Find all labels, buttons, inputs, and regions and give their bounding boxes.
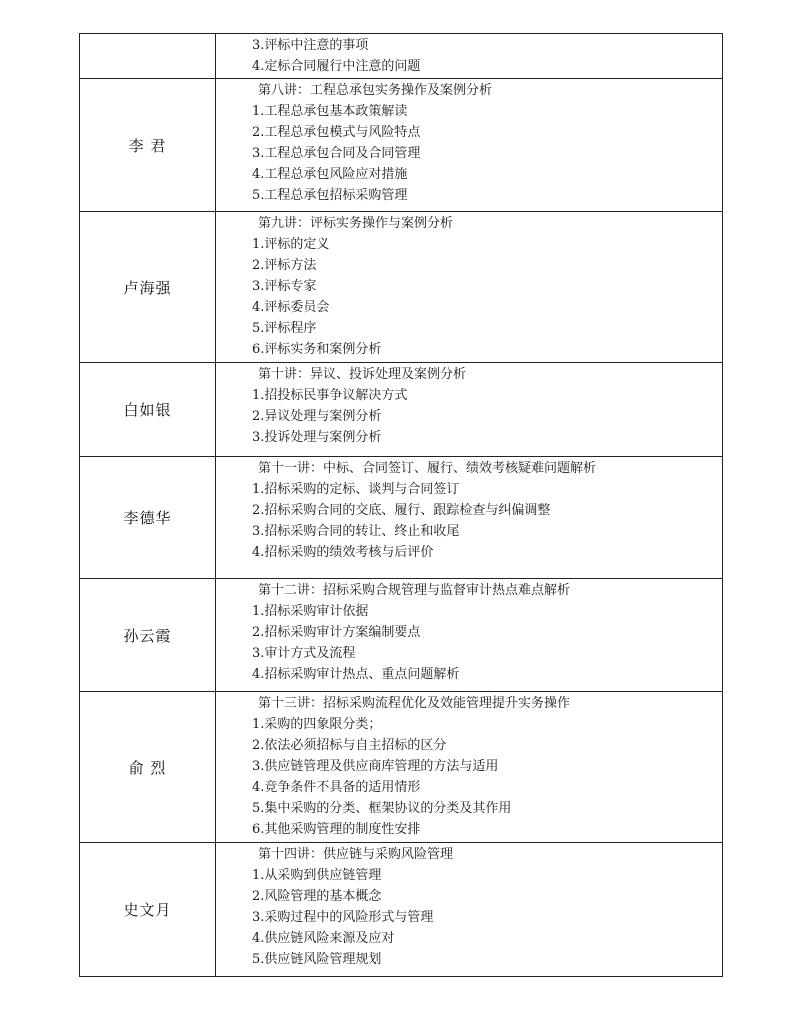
- lecture-content: [216, 79, 723, 212]
- lecture-title: 第十三讲：招标采购流程优化及效能管理提升实务操作: [258, 696, 571, 711]
- lecture-title: 第八讲：工程总承包实务操作及案例分析: [258, 83, 493, 98]
- lecture-content: [216, 212, 723, 363]
- lecture-topic-item: 1.招标采购的定标、谈判与合同签订: [252, 482, 460, 497]
- lecturer-name: 孙云霞: [80, 579, 216, 692]
- table-row: [80, 579, 723, 692]
- lecturer-name: 史文月: [80, 843, 216, 977]
- lecturer-name: 白如银: [80, 363, 216, 457]
- lecture-content-lines: [216, 457, 722, 564]
- lecture-topic-item: 1.采购的四象限分类；: [252, 717, 382, 732]
- lecture-content-lines: [216, 579, 722, 686]
- lecture-content-lines: [216, 79, 722, 207]
- lecture-topic-item: 1.招投标民事争议解决方式: [252, 388, 408, 403]
- lecture-topic-item: 2.依法必须招标与自主招标的区分: [252, 738, 447, 753]
- lecture-topic-item: 3.评标中注意的事项: [252, 38, 369, 53]
- lecture-title: 第十一讲：中标、合同签订、履行、绩效考核疑难问题解析: [258, 461, 597, 476]
- lecture-topic-item: 2.评标方法: [252, 258, 317, 273]
- lecture-title: 第十四讲：供应链与采购风险管理: [258, 847, 454, 862]
- table-row: [80, 212, 723, 363]
- lecture-topic-item: 3.投诉处理与案例分析: [252, 430, 382, 445]
- lecture-topic-item: 3.采购过程中的风险形式与管理: [252, 910, 434, 925]
- lecture-content-lines: [216, 363, 722, 449]
- lecture-topic-item: 2.招标采购审计方案编制要点: [252, 625, 421, 640]
- lecture-topic-item: 4.供应链风险来源及应对: [252, 931, 395, 946]
- lecture-topic-item: 2.工程总承包模式与风险特点: [252, 125, 421, 140]
- lecture-topic-item: 6.其他采购管理的制度性安排: [252, 822, 421, 837]
- table-row: [80, 692, 723, 843]
- lecture-title: 第十讲：异议、投诉处理及案例分析: [258, 367, 467, 382]
- lecture-topic-item: 1.从采购到供应链管理: [252, 868, 382, 883]
- lecture-content: [216, 579, 723, 692]
- lecture-topic-item: 3.工程总承包合同及合同管理: [252, 146, 421, 161]
- lecture-topic-item: 4.工程总承包风险应对措施: [252, 167, 408, 182]
- lecture-topic-item: 2.招标采购合同的交底、履行、跟踪检查与纠偏调整: [252, 503, 551, 518]
- table-row: [80, 363, 723, 457]
- lecture-topic-item: 1.评标的定义: [252, 237, 330, 252]
- lecture-topic-item: 2.风险管理的基本概念: [252, 889, 382, 904]
- lecturer-name: 李德华: [80, 457, 216, 579]
- course-schedule-table: [79, 33, 723, 977]
- table-row: [80, 457, 723, 579]
- table-row: [80, 34, 723, 79]
- lecture-topic-item: 4.定标合同履行中注意的问题: [252, 59, 421, 74]
- lecture-content-lines: [216, 212, 722, 361]
- lecture-content: [216, 692, 723, 843]
- lecture-topic-item: 5.供应链风险管理规划: [252, 952, 382, 967]
- lecture-topic-item: 2.异议处理与案例分析: [252, 409, 382, 424]
- lecture-title: 第九讲：评标实务操作与案例分析: [258, 216, 454, 231]
- lecture-content-lines: [216, 843, 722, 971]
- lecture-topic-item: 4.招标采购审计热点、重点问题解析: [252, 667, 460, 682]
- lecture-topic-item: 3.审计方式及流程: [252, 646, 356, 661]
- lecture-content: [216, 457, 723, 579]
- lecture-topic-item: 4.竞争条件不具备的适用情形: [252, 780, 421, 795]
- lecturer-name: 卢海强: [80, 212, 216, 363]
- lecturer-name: 俞 烈: [80, 692, 216, 843]
- lecture-topic-item: 5.工程总承包招标采购管理: [252, 188, 408, 203]
- lecturer-name: 李 君: [80, 79, 216, 212]
- lecture-content-lines: [216, 34, 722, 78]
- lecture-topic-item: 1.招标采购审计依据: [252, 604, 369, 619]
- lecture-topic-item: 1.工程总承包基本政策解读: [252, 104, 408, 119]
- lecture-content: [216, 34, 723, 79]
- lecture-content: [216, 843, 723, 977]
- lecture-content: [216, 363, 723, 457]
- lecture-topic-item: 3.供应链管理及供应商库管理的方法与适用: [252, 759, 499, 774]
- lecturer-name: [80, 34, 216, 79]
- table-row: [80, 79, 723, 212]
- lecture-topic-item: 5.集中采购的分类、框架协议的分类及其作用: [252, 801, 512, 816]
- lecture-topic-item: 4.评标委员会: [252, 300, 330, 315]
- table-row: [80, 843, 723, 977]
- lecture-topic-item: 4.招标采购的绩效考核与后评价: [252, 545, 434, 560]
- lecture-topic-item: 3.评标专家: [252, 279, 317, 294]
- lecture-title: 第十二讲：招标采购合规管理与监督审计热点难点解析: [258, 583, 571, 598]
- lecture-topic-item: 6.评标实务和案例分析: [252, 342, 382, 357]
- lecture-content-lines: [216, 692, 722, 841]
- lecture-topic-item: 5.评标程序: [252, 321, 317, 336]
- table-body: [80, 34, 723, 977]
- lecture-topic-item: 3.招标采购合同的转让、终止和收尾: [252, 524, 460, 539]
